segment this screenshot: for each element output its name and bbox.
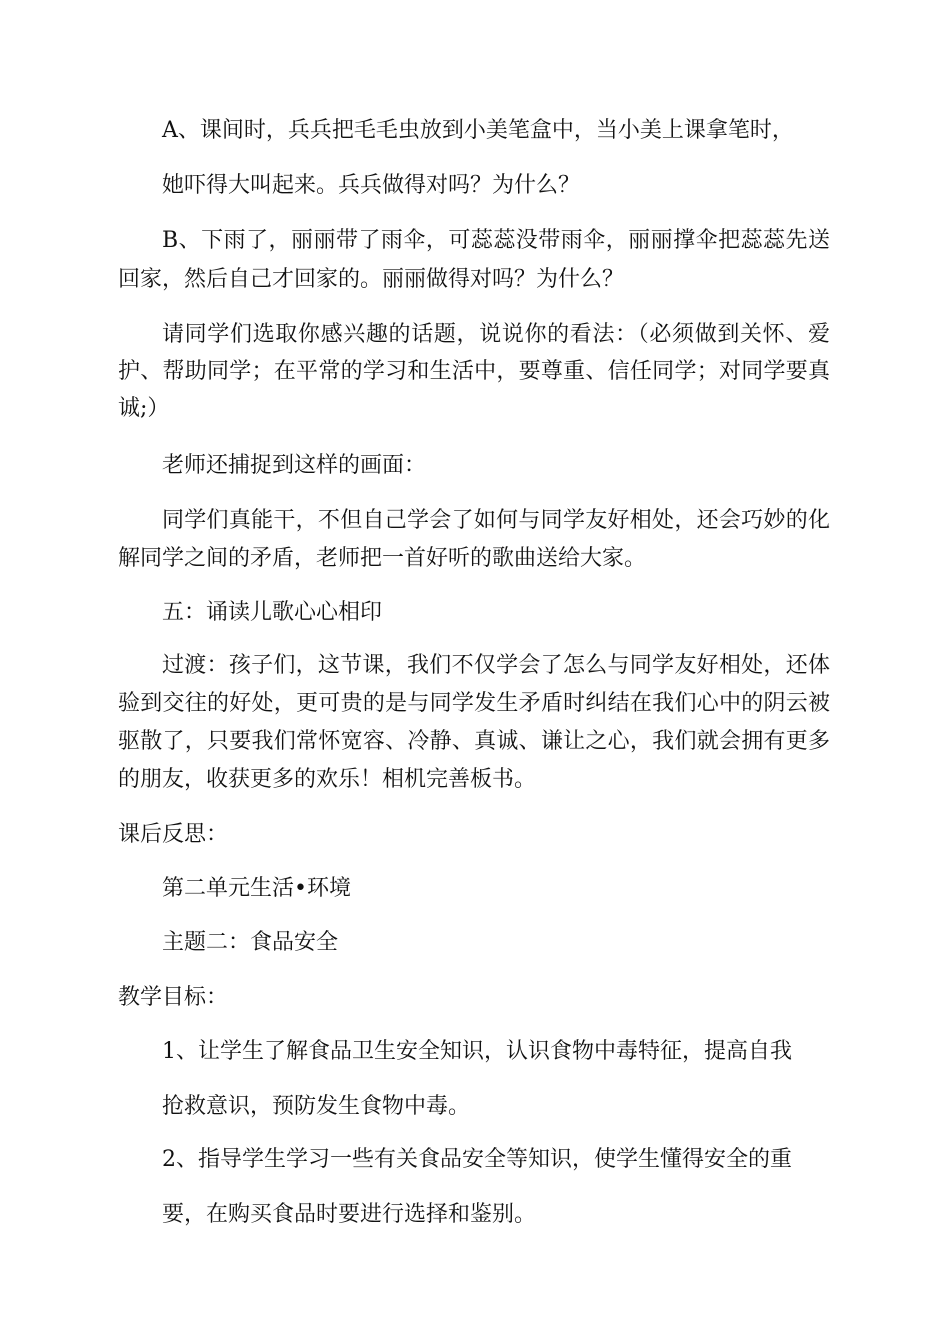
text-line: 过渡：孩子们，这节课，我们不仅学会了怎么与同学友好相处，还体 <box>162 653 830 678</box>
text-line: 请同学们选取你感兴趣的话题，说说你的看法：（必须做到关怀、爱 <box>162 322 830 347</box>
text-line: 护、帮助同学；在平常的学习和生活中，要尊重、信任同学；对同学要真 <box>118 359 830 384</box>
text-line: 老师还捕捉到这样的画面： <box>162 453 427 478</box>
section-heading: 五：诵读儿歌心心相印 <box>162 600 383 625</box>
list-item-continuation: 抢救意识，预防发生食物中毒。 <box>162 1094 471 1119</box>
list-item: 1、让学生了解食品卫生安全知识，认识食物中毒特征，提高自我 <box>162 1039 792 1064</box>
section-heading: 课后反思： <box>118 822 229 847</box>
text-line: 验到交往的好处，更可贵的是与同学发生矛盾时纠结在我们心中的阴云被 <box>118 691 830 716</box>
text-line: 回家，然后自己才回家的。丽丽做得对吗？为什么？ <box>118 267 625 292</box>
text-line: B、下雨了，丽丽带了雨伞，可蕊蕊没带雨伞，丽丽撑伞把蕊蕊先送 <box>162 228 830 253</box>
topic-title: 主题二：食品安全 <box>162 930 339 955</box>
text-line: 她吓得大叫起来。兵兵做得对吗？为什么？ <box>162 173 581 198</box>
list-item: 2、指导学生学习一些有关食品安全等知识，使学生懂得安全的重 <box>162 1147 792 1172</box>
section-heading: 教学目标： <box>118 985 229 1010</box>
text-line: 诚;） <box>118 396 170 421</box>
text-line: 的朋友，收获更多的欢乐！相机完善板书。 <box>118 767 537 792</box>
unit-title: 第二单元生活•环境 <box>162 876 351 901</box>
list-item-continuation: 要，在购买食品时要进行选择和鉴别。 <box>162 1202 537 1227</box>
text-line: 驱散了，只要我们常怀宽容、冷静、真诚、谦让之心，我们就会拥有更多 <box>118 729 830 754</box>
text-line: 同学们真能干，不但自己学会了如何与同学友好相处，还会巧妙的化 <box>162 508 830 533</box>
text-line: 解同学之间的矛盾，老师把一首好听的歌曲送给大家。 <box>118 546 647 571</box>
text-line: A、课间时，兵兵把毛毛虫放到小美笔盒中，当小美上课拿笔时， <box>162 118 794 143</box>
